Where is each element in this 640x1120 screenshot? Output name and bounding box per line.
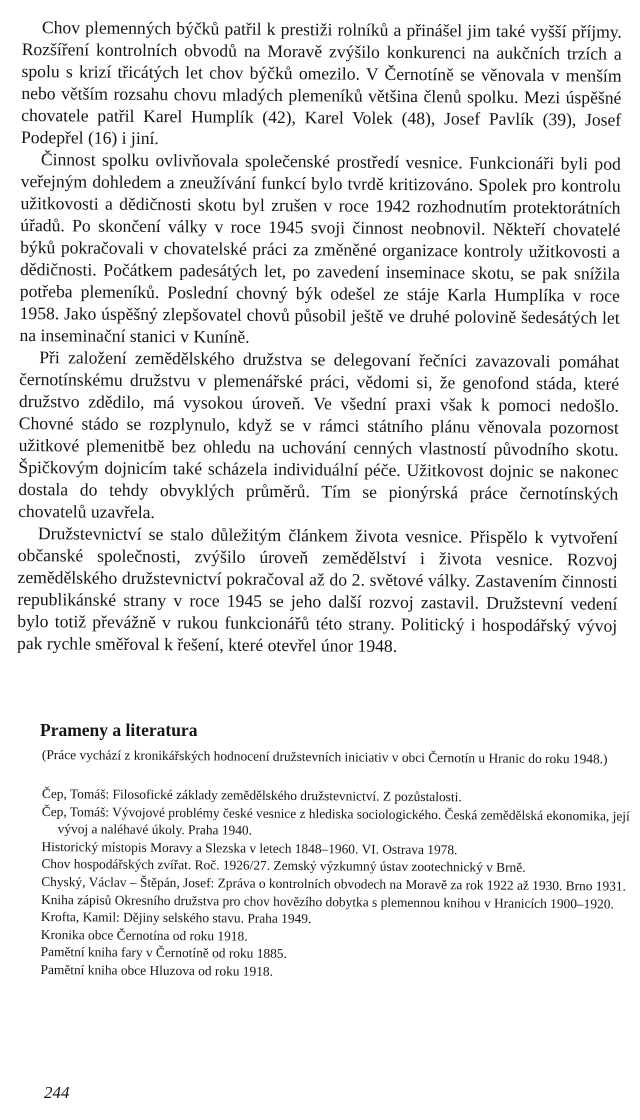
reference-item: Pamětní kniha obce Hluzova od roku 1918. <box>40 961 274 979</box>
reference-list <box>40 785 632 983</box>
section-title: Prameny a literatura <box>40 720 198 740</box>
reference-item: Čep, Tomáš: Filosofické základy zemědělského družstevnictví. Z pozůstalosti. <box>41 785 462 805</box>
page-number: 244 <box>44 1083 70 1102</box>
paragraph: Chov plemenných býčků patřil k prestiži rolníků a přinášel jim také vyšší příjmy. Rozšíření kontrolních obvodů na Moravě zvýšilo konkurenci na aukčních trzích a spolu s krizí třicátých let chov býčků omezilo. V Černotíně se věnovala v menším nebo větším rozsahu chovu mladých plemeníků většina členů spolku. Mezi úspěšné chovatele patřil Karel Humplík (42), Karel Volek (48), Josef Pavlík (39), Josef Podepřel (16) i jiní. <box>20 17 622 149</box>
reference-item: Čep, Tomáš: Vývojové problémy české vesnice z hlediska sociologického. Česká zemědělská ekonomika, její vývoj a naléhavé úkoly. Praha 1940. <box>41 803 630 838</box>
reference-item: Kniha zápisů Okresního družstva pro chov hovězího dobytka s plemennou knihou v Hranicích 1900–1920. <box>41 891 614 912</box>
paragraph: Činnost spolku ovlivňovala společenské prostředí vesnice. Funkcionáři byli pod veřejným dohledem a zneužívání funkcí bylo tvrdě kritizováno. Spolek pro kontrolu užitkovosti a dědičnosti skotu byl zrušen v roce 1942 rozhodnutím protektorátních úřadů. Po skončení války v roce 1945 svoji činnost neobnovil. Někteří chovatelé býků pokračovali v chovatelské práci za změněné organizace kontroly užitkovosti a dědičnosti. Počátkem padesátých let, po zavedení inseminace skotu, se pak snížila potřeba plemeníků. Poslední chovný býk odešel ze stáje Karla Humplíka v roce 1958. Jako úspěšný zlepšovatel chovů působil ještě ve druhé polovině šedesátých let na inseminační stanici v Kuníně. <box>19 149 621 347</box>
sources-intro-note: (Práce vychází z kronikářských hodnocení družstevních iniciativ v obci Černotín u Hranic do roku 1948.) <box>41 746 608 767</box>
reference-item: Chov hospodářských zvířat. Roč. 1926/27. Zemský výzkumný ústav zootechnický v Brně. <box>41 856 526 876</box>
reference-item: Chyský, Václav – Štěpán, Josef: Zpráva o kontrolních obvodech na Moravě za rok 1922 až 1930. Brno 1931. <box>41 873 627 894</box>
reference-item: Historický místopis Moravy a Slezska v letech 1848–1960. VI. Ostrava 1978. <box>41 838 458 858</box>
reference-item: Pamětní kniha fary v Černotíně od roku 1885. <box>40 944 287 962</box>
reference-item: Kronika obce Černotína od roku 1918. <box>40 926 248 944</box>
paragraph: Při založení zemědělského družstva se delegovaní řečníci zavazovali pomáhat černotínskému družstvu v plemenářské práci, vědomi si, že genofond stáda, které družstvo zdědilo, má vysokou úroveň. Ve všední praxi však k pomoci nedošlo. Chovné stádo se rozplynulo, když se v rámci státního plánu věnovala pozornost užitkové plemenitbě bez ohledu na uchování cenných vlastností původního skotu. Špičkovým dojnicím také scházela individuální péče. Užitkovost dojnic se nakonec dostala do tehdy obvyklých průměrů. Tím se pionýrská práce černotínských chovatelů uzavřela. <box>18 347 620 523</box>
reference-item: Krofta, Kamil: Dějiny selského stavu. Praha 1949. <box>40 909 312 927</box>
paragraph: Družstevnictví se stalo důležitým článkem života vesnice. Přispělo k vytvoření občanské společnosti, zvýšilo úroveň zemědělství i života vesnice. Rozvoj zemědělského družstevnictví pokračoval až do 2. světové války. Zastavením činnosti republikánské strany v roce 1945 se jeho další rozvoj zastavil. Družstevní vedení bylo totiž převážně v rukou funkcionářů této strany. Politický i hospodářský vývoj pak rychle směřoval k řešení, které otevřel únor 1948. <box>16 523 618 656</box>
body-text <box>17 16 622 659</box>
